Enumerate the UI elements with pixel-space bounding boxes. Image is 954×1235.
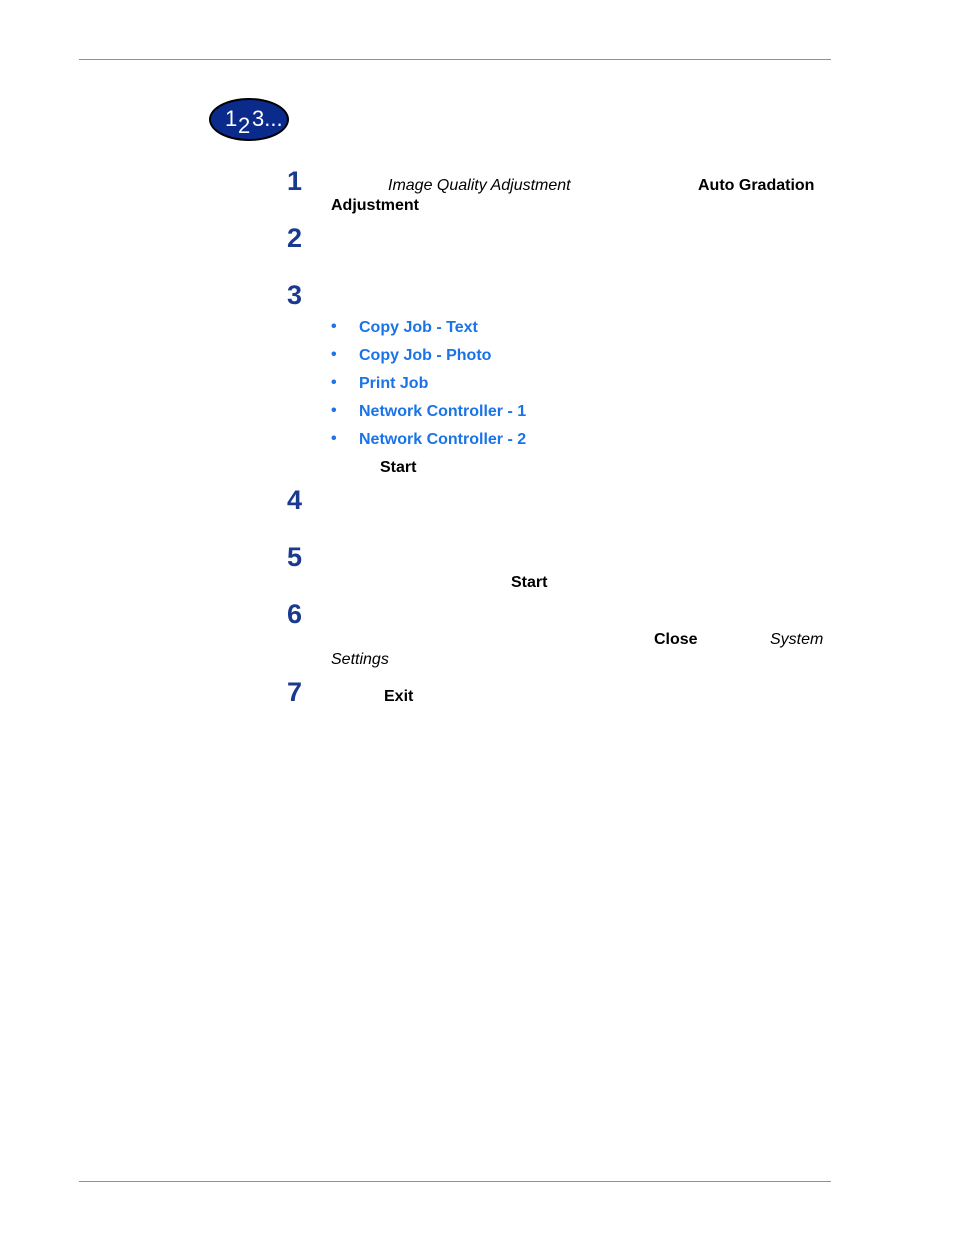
step-7-bold-text: Exit <box>384 688 414 705</box>
step-3-bold-text: Start <box>380 459 417 476</box>
step-number-4: 4 <box>287 485 303 515</box>
badge-digit-1: 1 <box>225 106 238 131</box>
step-5-bold-text: Start <box>511 574 548 591</box>
step-1-bold-text-a: Auto Gradation <box>698 177 815 194</box>
bullet-glyph: • <box>331 374 337 391</box>
bullet-glyph: • <box>331 346 337 363</box>
step-number-7: 7 <box>287 677 303 707</box>
bullet-glyph: • <box>331 318 337 335</box>
step-number-2: 2 <box>287 223 303 253</box>
badge-digit-2: 2 <box>238 113 251 138</box>
link-network-controller-2[interactable]: Network Controller - 2 <box>359 431 527 448</box>
step-6-bold-text: Close <box>654 631 698 648</box>
step-6-italic-text-a: System <box>770 631 824 648</box>
link-copy-job-text[interactable]: Copy Job - Text <box>359 319 478 336</box>
step-number-6: 6 <box>287 599 303 629</box>
step-6-italic-text-b: Settings <box>331 651 389 668</box>
badge-digit-3: 3... <box>252 106 283 131</box>
link-network-controller-1[interactable]: Network Controller - 1 <box>359 403 527 420</box>
step-1-italic-text: Image Quality Adjustment <box>388 177 571 194</box>
bullet-glyph: • <box>331 430 337 447</box>
link-copy-job-photo[interactable]: Copy Job - Photo <box>359 347 492 364</box>
steps-badge-icon <box>209 98 289 141</box>
step-number-1: 1 <box>287 166 303 196</box>
bottom-rule <box>79 1181 831 1182</box>
bullet-glyph: • <box>331 402 337 419</box>
step-number-3: 3 <box>287 280 303 310</box>
step-number-5: 5 <box>287 542 303 572</box>
top-rule <box>79 59 831 60</box>
step-1-bold-text-b: Adjustment <box>331 197 419 214</box>
link-print-job[interactable]: Print Job <box>359 375 429 392</box>
